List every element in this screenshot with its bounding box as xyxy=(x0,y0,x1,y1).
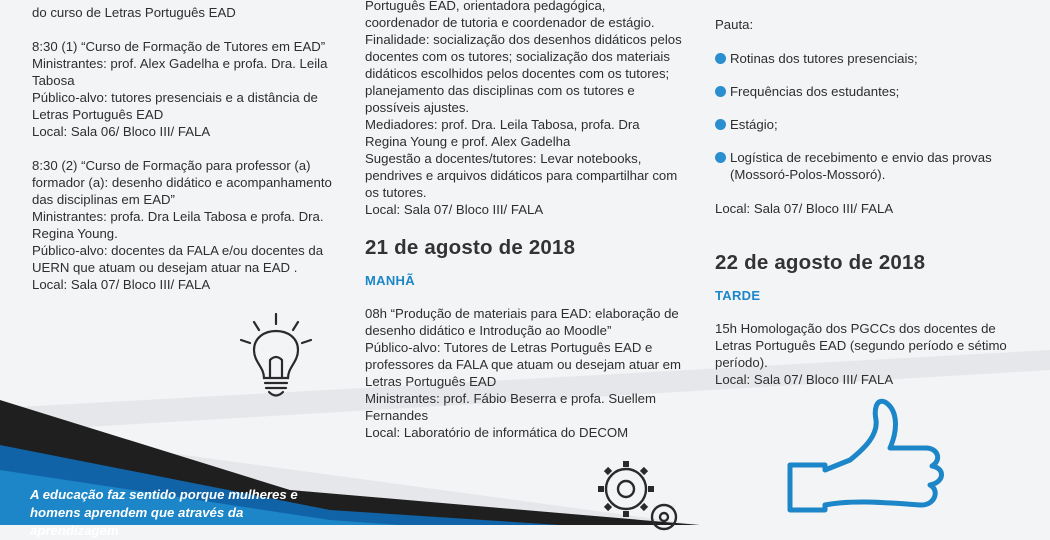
period-tarde: TARDE xyxy=(715,288,761,303)
finalidade-text: Finalidade: socialização dos desenhos didáticos pelos docentes com os tutores; socialização dos materiais didáticos escolhidos pelos docentes com os tutores; planejamento das disciplinas com os tutores e possíveis ajustes. xyxy=(365,32,682,115)
gears-icon xyxy=(592,455,687,525)
event-ministrantes-0821: Ministrantes: prof. Fábio Beserra e profa. Suellem Fernandes xyxy=(365,391,656,423)
thumbs-up-icon xyxy=(780,390,980,530)
pauta-item: Logística de recebimento e envio das provas (Mossoró-Polos-Mossoró). xyxy=(715,149,1025,183)
pauta-label: Pauta: xyxy=(715,17,754,32)
event1-ministrantes: Ministrantes: prof. Alex Gadelha e profa. Dra. Leila Tabosa xyxy=(32,56,328,88)
lightbulb-icon xyxy=(236,312,316,402)
bullet-dot-icon xyxy=(715,53,726,64)
event1-local: Local: Sala 06/ Bloco III/ FALA xyxy=(32,124,211,139)
bullet-dot-icon xyxy=(715,152,726,163)
event1-title: 8:30 (1) “Curso de Formação de Tutores em EAD” xyxy=(32,39,326,54)
continuation-text: Português EAD, orientadora pedagógica, coordenador de tutoria e coordenador de estágio. xyxy=(365,0,655,30)
event2-publico: Público-alvo: docentes da FALA e/ou docentes da UERN que atuam ou desejam atuar na EAD . xyxy=(32,243,324,275)
event2-ministrantes: Ministrantes: profa. Dra Leila Tabosa e profa. Dra. Regina Young. xyxy=(32,209,324,241)
sugestao-text: Sugestão a docentes/tutores: Levar notebooks, pendrives e arquivos didáticos para compartilhar com os tutores. xyxy=(365,151,678,200)
middle-column xyxy=(365,0,683,441)
local-text-2: Local: Laboratório de informática do DECOM xyxy=(365,425,629,440)
event-publico-0821: Público-alvo: Tutores de Letras Português EAD e professores da FALA que atuam ou desejam atuar em Letras Português EAD xyxy=(365,340,681,389)
pauta-item: Estágio; xyxy=(715,116,1025,133)
period-manha: MANHÃ xyxy=(365,273,415,288)
intro-partial-text: do curso de Letras Português EAD xyxy=(32,5,236,20)
event-text-0822: 15h Homologação dos PGCCs dos docentes de Letras Português EAD (segundo período e sétimo período). xyxy=(715,321,1007,370)
mediadores-text: Mediadores: prof. Dra. Leila Tabosa, profa. Dra Regina Young e prof. Alex Gadelha xyxy=(365,117,640,149)
day-title-22: 22 de agosto de 2018 xyxy=(715,251,926,274)
footer-quote: A educação faz sentido porque mulheres e homens aprendem que através da aprendizagem xyxy=(30,487,298,538)
event2-local: Local: Sala 07/ Bloco III/ FALA xyxy=(32,277,211,292)
local-text-1: Local: Sala 07/ Bloco III/ FALA xyxy=(365,202,544,217)
event1-publico: Público-alvo: tutores presenciais e a distância de Letras Português EAD xyxy=(32,90,318,122)
event2-title: 8:30 (2) “Curso de Formação para professor (a) formador (a): desenho didático e acompanhamento das disciplinas em EAD” xyxy=(32,158,332,207)
day-title-21: 21 de agosto de 2018 xyxy=(365,236,576,259)
local-text-3: Local: Sala 07/ Bloco III/ FALA xyxy=(715,201,894,216)
left-column xyxy=(32,4,342,293)
local-text-4: Local: Sala 07/ Bloco III/ FALA xyxy=(715,372,894,387)
bullet-dot-icon xyxy=(715,119,726,130)
bullet-dot-icon xyxy=(715,86,726,97)
pauta-item: Rotinas dos tutores presenciais; xyxy=(715,50,1025,67)
event-title-0821: 08h “Produção de materiais para EAD: elaboração de desenho didático e Introdução ao Moodle” xyxy=(365,306,679,338)
right-column xyxy=(715,16,1025,388)
pauta-item: Frequências dos estudantes; xyxy=(715,83,1025,100)
